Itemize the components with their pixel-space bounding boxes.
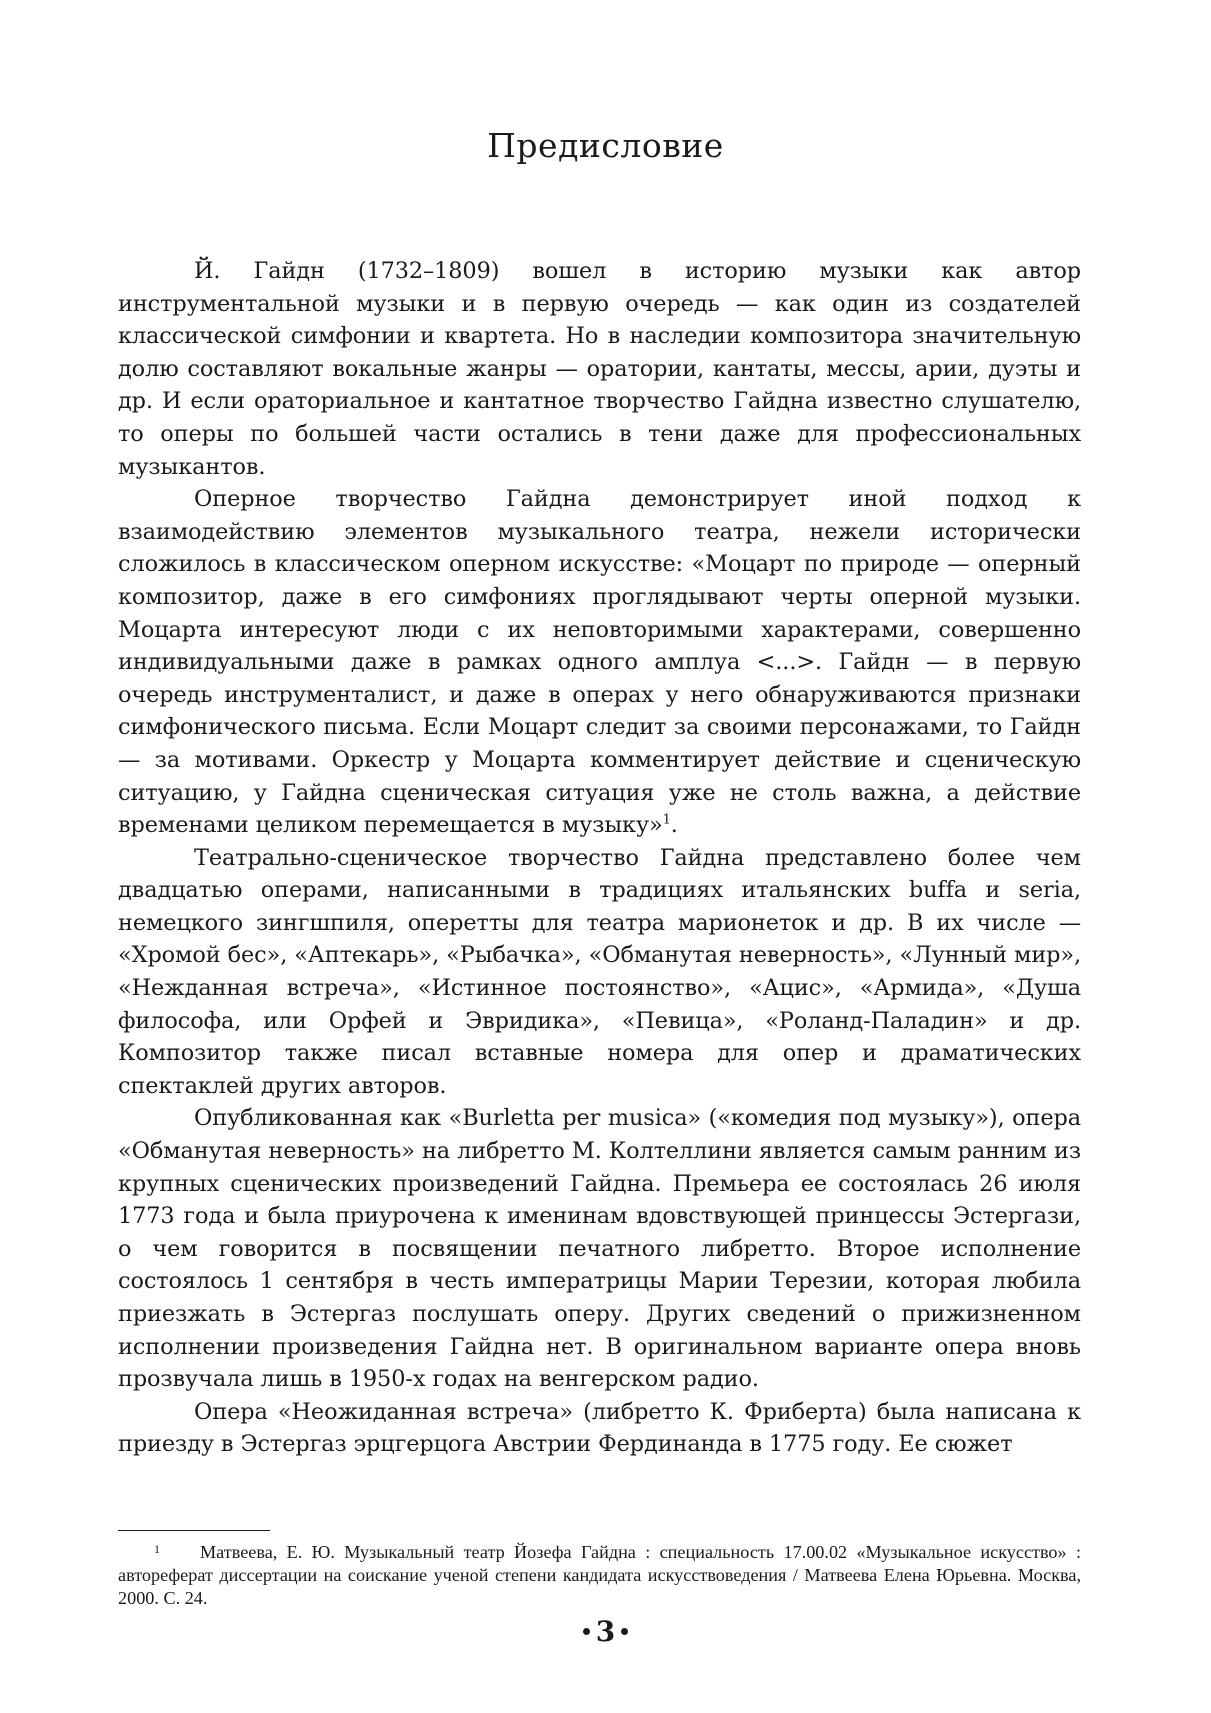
footnote: [118, 1541, 1081, 1611]
page-number: [0, 1615, 1211, 1648]
main-text: [118, 255, 1081, 1461]
paragraph-3: Театрально-сценическое творчество Гайдна представлено более чем двадцатью операми, написанными в традициях итальянских buffa и seria, немецкого зингшпиля, оперетты для театра марионеток и др. В их числе — «Хромой бес», «Аптекарь», «Рыбачка», «Обманутая неверность», «Лунный мир», «Нежданная встреча», «Истинное постоянство», «Ацис», «Армида», «Душа философа, или Орфей и Эвридика», «Певица», «Роланд-Паладин» и др. Композитор также писал вставные номера для опер и драматических спектаклей других авторов.: [118, 844, 1081, 1099]
paragraph-2: [118, 483, 1081, 842]
footnote-reference[interactable]: 1: [662, 812, 671, 828]
footnote-mark: 1: [154, 1542, 160, 1556]
bullet-right-icon: [621, 1628, 628, 1635]
paragraph-4: Опубликованная как «Burletta per musica» («комедия под музыку»), опера «Обманутая неверность» на либретто М. Колтеллини является самым ранним из крупных сценических произведений Гайдна. Премьера ее состоялась 26 июля 1773 года и была приурочена к именинам вдовствующей принцессы Эстергази, о чем говорится в посвящении печатного либретто. Второе исполнение состоялось 1 сентября в честь императрицы Марии Терезии, которая любила приезжать в Эстергаз послушать оперу. Других сведений о прижизненном исполнении произведения Гайдна нет. В оригинальном варианте опера вновь прозвучала лишь в 1950-х годах на венгерском радио.: [118, 1105, 1081, 1393]
footnote-text: Матвеева, Е. Ю. Музыкальный театр Йозефа Гайдна : специальность 17.00.02 «Музыкальное искусство» : автореферат диссертации на соискание ученой степени кандидата искусствоведения / Матвеева Елена Юрьевна. Москва, 2000. С. 24.: [118, 1542, 1081, 1609]
paragraph-2-text: Оперное творчество Гайдна демонстрирует иной подход к взаимодействию элементов музыкального театра, нежели исторически сложилось в классическом оперном искусстве: «Моцарт по природе — оперный композитор, даже в его симфониях проглядывают черты оперной музыки. Моцарта интересуют люди с их неповторимыми характерами, совершенно индивидуальными даже в рамках одного амплуа <...>. Гайдн — в первую очередь инструменталист, и даже в операх у него обнаруживаются признаки симфонического письма. Если Моцарт следит за своими персонажами, то Гайдн — за мотивами. Оркестр у Моцарта комментирует действие и сценическую ситуацию, у Гайдна сценическая ситуация уже не столь важна, а действие временами целиком перемещается в музыку»: [118, 486, 1081, 839]
paragraph-2-end: .: [670, 812, 678, 839]
page-title: Предисловие: [487, 126, 724, 165]
footnote-divider: [118, 1530, 270, 1531]
page-number-value: 3: [595, 1615, 616, 1648]
paragraph-5: Опера «Неожиданная встреча» (либретто К. Фриберта) была написана к приезду в Эстергаз эрцгерцога Австрии Фердинанда в 1775 году. Ее сюжет: [118, 1398, 1081, 1458]
bullet-left-icon: [583, 1628, 590, 1635]
paragraph-1: Й. Гайдн (1732–1809) вошел в историю музыки как автор инструментальной музыки и в первую очередь — как один из создателей классической симфонии и квартета. Но в наследии композитора значительную долю составляют вокальные жанры — оратории, кантаты, мессы, арии, дуэты и др. И если ораториальное и кантатное творчество Гайдна известно слушателю, то оперы по большей части остались в тени даже для профессиональных музыкантов.: [118, 258, 1081, 480]
